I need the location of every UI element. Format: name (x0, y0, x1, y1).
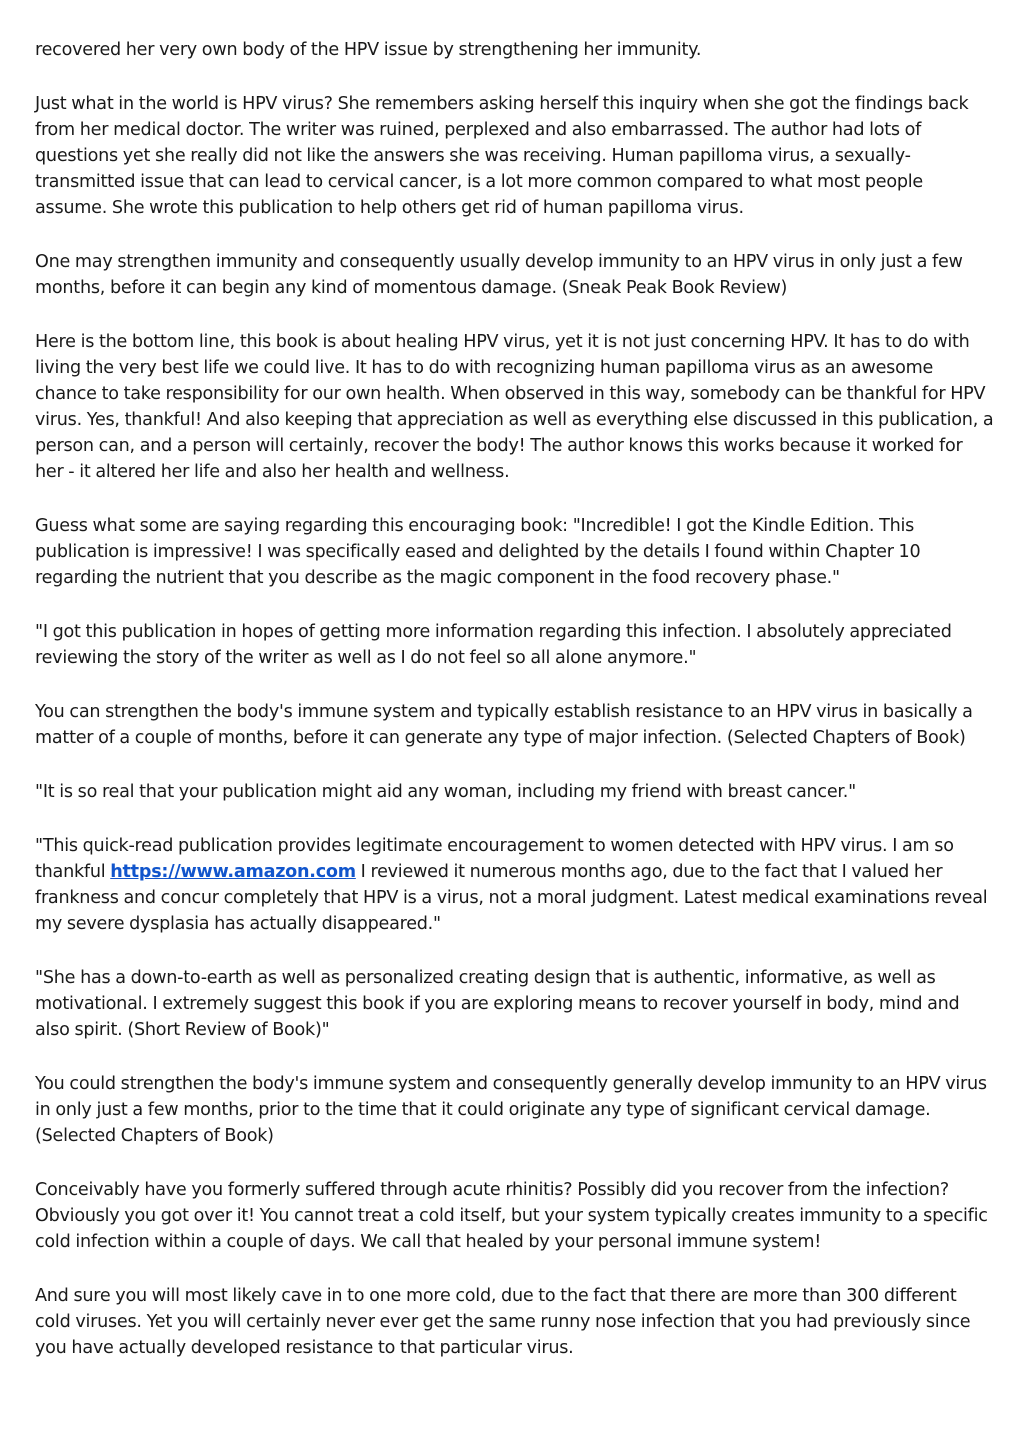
paragraph-10: "She has a down-to-earth as well as personalized creating design that is authentic, informative, as well as motivational. I extremely suggest this book if you are exploring means to recover yourself in body, mind and also spirit. (Short Review of Book)" (35, 968, 960, 1040)
paragraph-4: Here is the bottom line, this book is about healing HPV virus, yet it is not just concerning HPV. It has to do with living the very best life we could live. It has to do with recognizing human papilloma virus as an awesome chance to take responsibility for our own health. When observed in this way, somebody can be thankful for HPV virus. Yes, thankful! And also keeping that appreciation as well as everything else discussed in this publication, a person can, and a person will certainly, recover the body! The author knows this works because it worked for her - it altered her life and also her health and wellness. (35, 332, 994, 482)
paragraph-8: "It is so real that your publication might aid any woman, including my friend with breast cancer." (35, 782, 856, 802)
paragraph-with-link (35, 833, 995, 937)
paragraph-3: One may strengthen immunity and consequently usually develop immunity to an HPV virus in only just a few months, before it can begin any kind of momentous damage. (Sneak Peak Book Review) (35, 252, 963, 298)
paragraph-12: Conceivably have you formerly suffered through acute rhinitis? Possibly did you recover from the infection? Obviously you got over it! You cannot treat a cold itself, but your system typically creates immunity to a specific cold infection within a couple of days. We call that healed by your personal immune system! (35, 1180, 988, 1252)
amazon-link[interactable]: https://www.amazon.com (110, 862, 356, 882)
paragraph-5: Guess what some are saying regarding this encouraging book: "Incredible! I got the Kindle Edition. This publication is impressive! I was specifically eased and delighted by the details I found within Chapter 10 regarding the nutrient that you describe as the magic component in the food recovery phase." (35, 516, 921, 588)
paragraph-2: Just what in the world is HPV virus? She remembers asking herself this inquiry when she got the findings back from her medical doctor. The writer was ruined, perplexed and also embarrassed. The author had lots of questions yet she really did not like the answers she was receiving. Human papilloma virus, a sexually-transmitted issue that can lead to cervical cancer, is a lot more common compared to what most people assume. She wrote this publication to help others get rid of human papilloma virus. (35, 94, 969, 218)
paragraph-1: recovered her very own body of the HPV issue by strengthening her immunity. (35, 40, 702, 60)
link-paragraph-before: "This quick-read publication provides legitimate encouragement to women detected with HPV virus. I am so thankful (35, 836, 954, 882)
paragraph-7: You can strengthen the body's immune system and typically establish resistance to an HPV virus in basically a matter of a couple of months, before it can generate any type of major infection. (Selected Chapters of Book) (35, 702, 973, 748)
link-paragraph-after: I reviewed it numerous months ago, due to the fact that I valued her frankness and concur completely that HPV is a virus, not a moral judgment. Latest medical examinations reveal my severe dysplasia has actually disappeared." (35, 862, 988, 934)
paragraph-6: "I got this publication in hopes of getting more information regarding this infection. I absolutely appreciated reviewing the story of the writer as well as I do not feel so all alone anymore." (35, 622, 952, 668)
paragraph-11: You could strengthen the body's immune system and consequently generally develop immunity to an HPV virus in only just a few months, prior to the time that it could originate any type of significant cervical damage. (Selected Chapters of Book) (35, 1074, 987, 1146)
paragraph-13: And sure you will most likely cave in to one more cold, due to the fact that there are more than 300 different cold viruses. Yet you will certainly never ever get the same runny nose infection that you had previously since you have actually developed resistance to that particular virus. (35, 1286, 971, 1358)
document-body (35, 37, 995, 1389)
